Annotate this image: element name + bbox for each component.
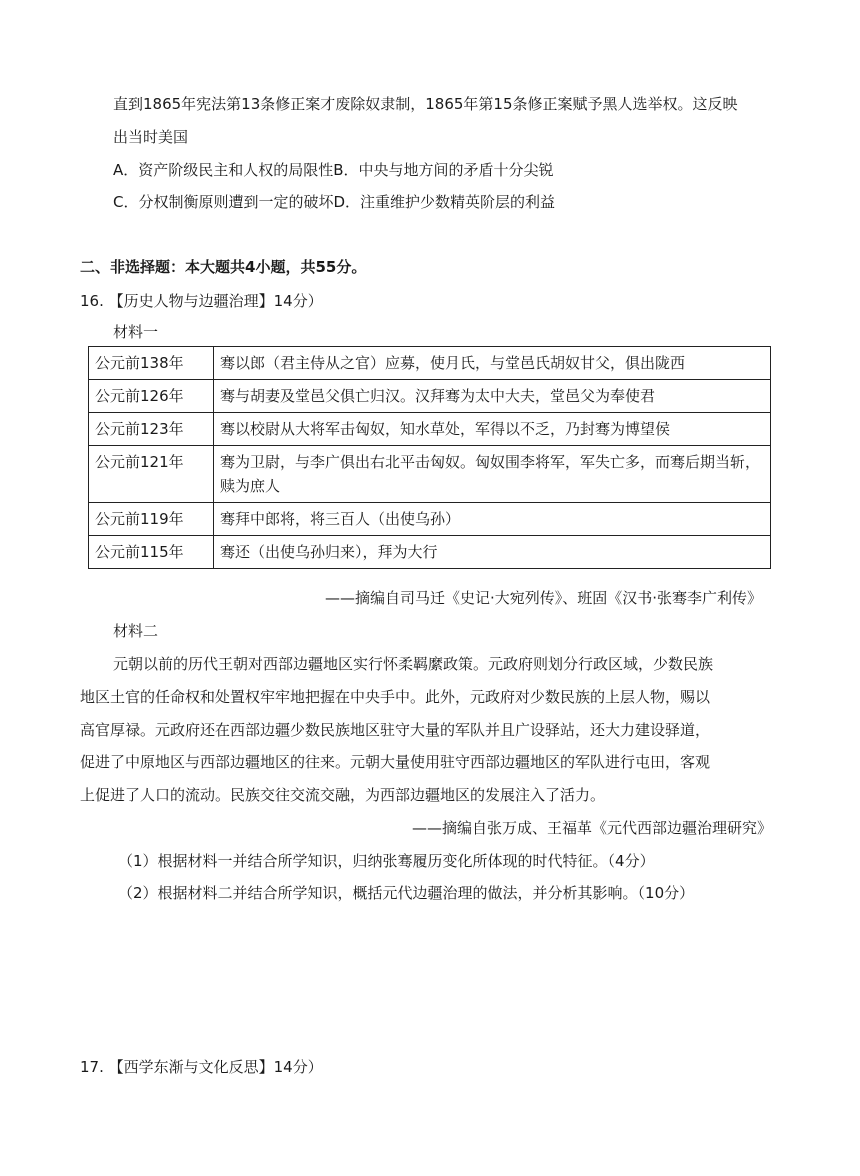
year-cell: 公元前138年	[89, 347, 214, 380]
year-cell: 公元前119年	[89, 503, 214, 536]
year-cell: 公元前121年	[89, 446, 214, 503]
event-cell: 骞还（出使乌孙归来），拜为大行	[214, 536, 771, 569]
material-2-line-2: 地区土官的任命权和处置权牢牢地把握在中央手中。此外，元政府对少数民族的上层人物，赐以	[80, 688, 711, 706]
material-1-label: 材料一	[113, 323, 159, 341]
year-cell: 公元前123年	[89, 413, 214, 446]
year-cell: 公元前115年	[89, 536, 214, 569]
table-row	[89, 347, 771, 380]
material-2-line-3: 高官厚禄。元政府还在西部边疆少数民族地区驻守大量的军队并且广设驿站，还大力建设驿道，	[80, 721, 711, 739]
table-row	[89, 536, 771, 569]
event-cell: 骞与胡妻及堂邑父俱亡归汉。汉拜骞为太中大夫，堂邑父为奉使君	[214, 380, 771, 413]
event-cell: 骞以郎（君主侍从之官）应募，使月氏，与堂邑氏胡奴甘父，俱出陇西	[214, 347, 771, 380]
q15-stem-line-1: 直到1865年宪法第13条修正案才废除奴隶制，1865年第15条修正案赋予黑人选举权。这反映	[113, 95, 738, 113]
year-cell: 公元前126年	[89, 380, 214, 413]
material-2-line-5: 上促进了人口的流动。民族交往交流交融，为西部边疆地区的发展注入了活力。	[80, 786, 606, 804]
q16-subquestion-1: （1）根据材料一并结合所学知识，归纳张骞履历变化所体现的时代特征。（4分）	[118, 852, 655, 870]
material-2-line-1: 元朝以前的历代王朝对西部边疆地区实行怀柔羁縻政策。元政府则划分行政区域，少数民族	[113, 655, 714, 673]
q17-title: 17. 【西学东渐与文化反思】14分）	[80, 1058, 323, 1076]
table-row	[89, 413, 771, 446]
material-2-line-4: 促进了中原地区与西部边疆地区的往来。元朝大量使用驻守西部边疆地区的军队进行屯田，客观	[80, 753, 711, 771]
q15-option-line-1: A．资产阶级民主和人权的局限性B．中央与地方间的矛盾十分尖锐	[113, 161, 554, 179]
table-row	[89, 380, 771, 413]
q16-subquestion-2: （2）根据材料二并结合所学知识，概括元代边疆治理的做法，并分析其影响。（10分）	[118, 884, 695, 902]
table-row	[89, 446, 771, 503]
section-title: 二、非选择题：本大题共4小题，共55分。	[80, 258, 367, 276]
material-2-source: ——摘编自张万成、王福革《元代西部边疆治理研究》	[411, 819, 772, 837]
table-row	[89, 503, 771, 536]
event-cell: 骞拜中郎将，将三百人（出使乌孙）	[214, 503, 771, 536]
zhang-qian-timeline-table	[88, 346, 771, 569]
material-1-source: ——摘编自司马迁《史记·大宛列传》、班固《汉书·张骞李广利传》	[324, 589, 762, 607]
material-2-label: 材料二	[113, 622, 159, 640]
q15-stem-line-2: 出当时美国	[113, 128, 189, 146]
q15-option-line-2: C．分权制衡原则遭到一定的破坏D．注重维护少数精英阶层的利益	[113, 193, 556, 211]
event-cell: 骞为卫尉，与李广俱出右北平击匈奴。匈奴围李将军，军失亡多，而骞后期当斩，赎为庶人	[214, 446, 771, 503]
q16-title: 16. 【历史人物与边疆治理】14分）	[80, 292, 323, 310]
event-cell: 骞以校尉从大将军击匈奴，知水草处，军得以不乏，乃封骞为博望侯	[214, 413, 771, 446]
